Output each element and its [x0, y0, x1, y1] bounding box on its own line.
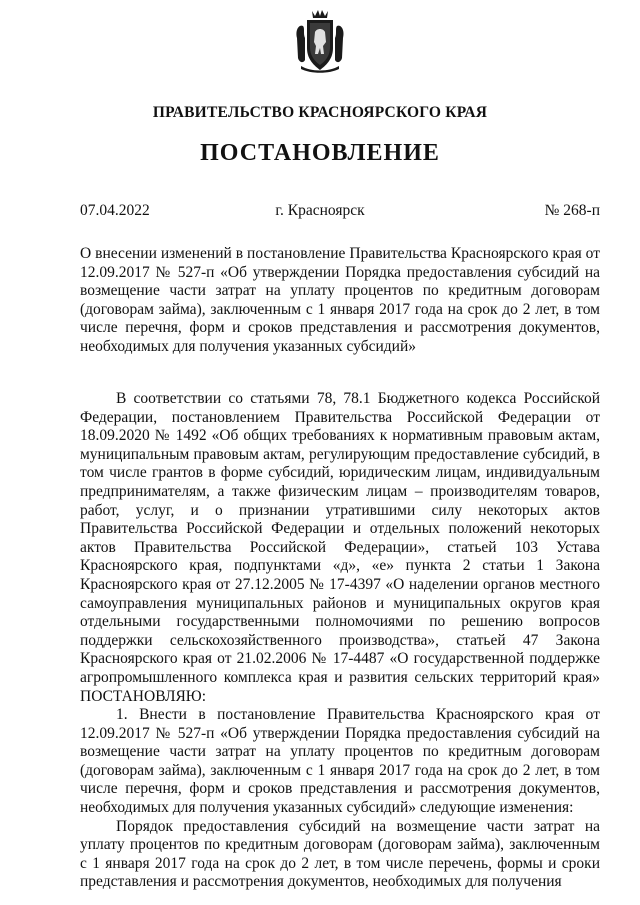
document-city: г. Красноярск	[275, 202, 365, 219]
item-1-paragraph: 1. Внести в постановление Правительства Красноярского края от 12.09.2017 № 527-п «Об утверждении Порядка предоставления субсидий на возмещение части затрат на уплату процентов по кредитным договорам (договорам займа), заключенным с 1 января 2017 года на срок до 2 лет, в том числе перечня, форм и сроков представления и рассмотрения документов, необходимых для получения указанных субсидий» следующие изменения:	[80, 706, 600, 817]
document-type-title: ПОСТАНОВЛЕНИЕ	[200, 140, 440, 166]
organization-title: ПРАВИТЕЛЬСТВО КРАСНОЯРСКОГО КРАЯ	[152, 104, 488, 121]
coat-of-arms-icon	[295, 8, 345, 74]
preamble-paragraph: В соответствии со статьями 78, 78.1 Бюджетного кодекса Российской Федерации, постановлением Правительства Российской Федерации от 18.09.2020 № 1492 «Об общих требованиях к нормативным правовым актам, муниципальным правовым актам, регулирующим предоставление субсидий, в том числе грантов в форме субсидий, юридическим лицам, индивидуальным предпринимателям, а также физическим лицам – производителям товаров, работ, услуг, и о признании утратившими силу некоторых актов Правительства Российской Федерации и отдельных положений некоторых актов Правительства Российской Федерации», статьей 103 Устава Красноярского края, подпунктами «д», «е» пункта 2 статьи 1 Закона Красноярского края от 27.12.2005 № 17-4397 «О наделении органов местного самоуправления муниципальных районов и муниципальных округов края отдельными государственными полномочиями по решению вопросов поддержки сельскохозяйственного производства», статьей 47 Закона Красноярского края от 21.02.2006 № 17-4487 «О государственной поддержке агропромышленного комплекса края и развития сельских территорий края» ПОСТАНОВЛЯЮ:	[80, 390, 600, 705]
document-subject: О внесении изменений в постановление Правительства Красноярского края от 12.09.2017 № 527-п «Об утверждении Порядка предоставления субсидий на возмещение части затрат на уплату процентов по кредитным договорам (договорам займа), заключенным с 1 января 2017 года на срок до 2 лет, в том числе перечня, форм и сроков представления и рассмотрения документов, необходимых для получения указанных субсидий»	[80, 245, 600, 355]
document-date: 07.04.2022	[80, 202, 150, 219]
document-number: № 268-п	[544, 202, 600, 219]
document-body	[80, 390, 600, 892]
item-1-text-paragraph: Порядок предоставления субсидий на возмещение части затрат на уплату процентов по кредитным договорам (договорам займа), заключенным с 1 января 2017 года на срок до 2 лет, в том числе перечень, формы и сроки представления и рассмотрения документов, необходимых для получения	[80, 817, 600, 891]
